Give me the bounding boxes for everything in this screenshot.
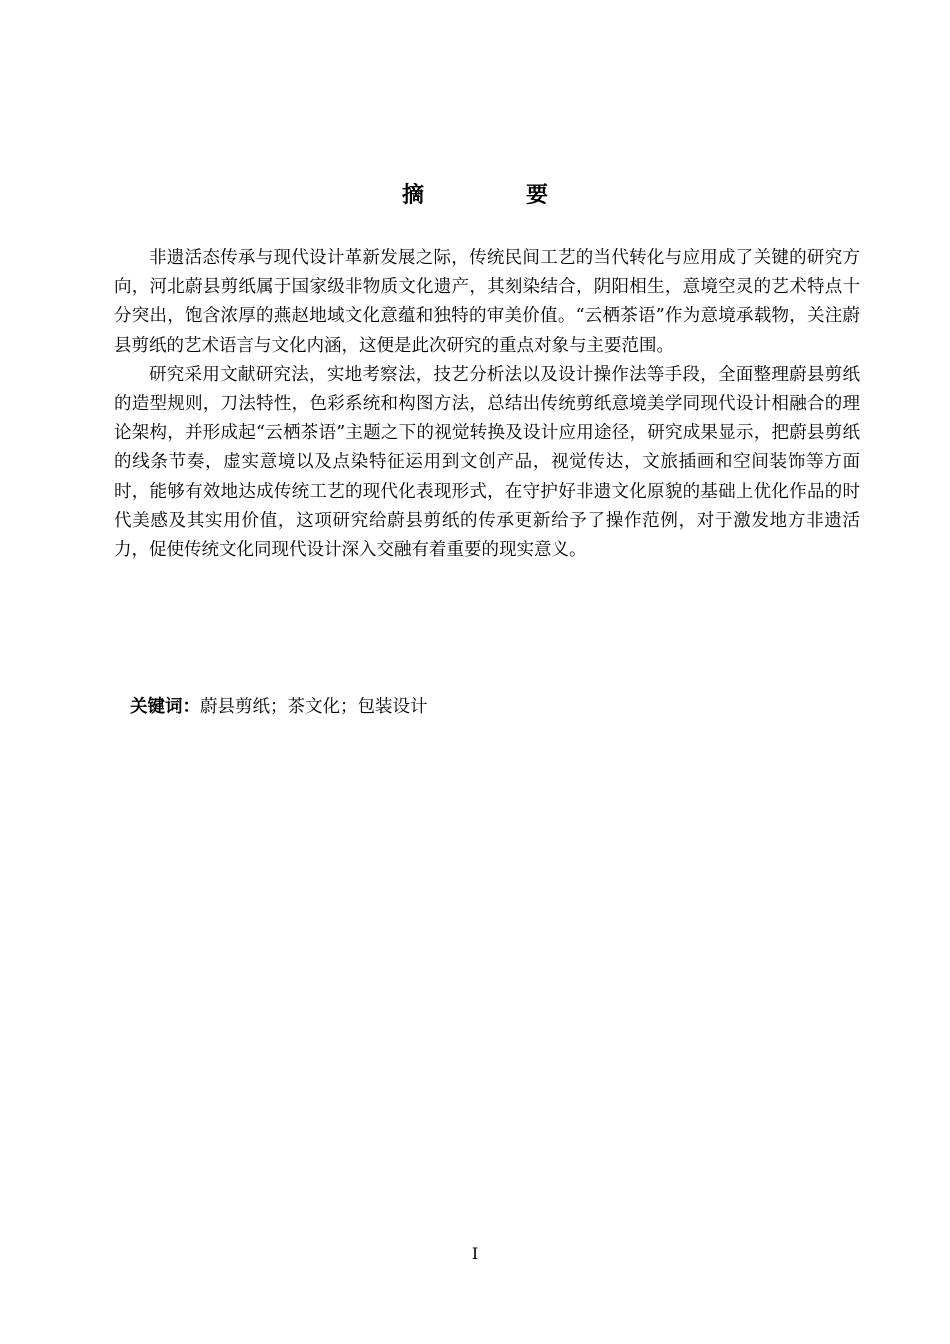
abstract-paragraph-1: 非遗活态传承与现代设计革新发展之际，传统民间工艺的当代转化与应用成了关键的研究方向，河北蔚县剪纸属于国家级非物质文化遗产，其刻染结合，阴阳相生，意境空灵的艺术特点十分突出，饱含浓厚的燕赵地域文化意蕴和独特的审美价值。“云栖茶语”作为意境承载物，关注蔚县剪纸的艺术语言与文化内涵，这便是此次研究的重点对象与主要范围。 xyxy=(114,248,860,356)
page-title: 摘 要 xyxy=(401,183,588,208)
keywords-label: 关键词： xyxy=(130,697,200,717)
keywords-value: 蔚县剪纸；茶文化；包装设计 xyxy=(200,697,428,717)
abstract-paragraph-2: 研究采用文献研究法，实地考察法，技艺分析法以及设计操作法等手段，全面整理蔚县剪纸的造型规则，刀法特性，色彩系统和构图方法，总结出传统剪纸意境美学同现代设计相融合的理论架构，并形成起“云栖茶语”主题之下的视觉转换及设计应用途径，研究成果显示，把蔚县剪纸的线条节奏，虚实意境以及点染特征运用到文创产品，视觉传达，文旅插画和空间装饰等方面时，能够有效地达成传统工艺的现代化表现形式，在守护好非遗文化原貌的基础上优化作品的时代美感及其实用价值，这项研究给蔚县剪纸的传承更新给予了操作范例，对于激发地方非遗活力，促使传统文化同现代设计深入交融有着重要的现实意义。 xyxy=(114,364,860,561)
abstract-body xyxy=(114,244,860,565)
keywords-line xyxy=(130,693,850,722)
page-number: I xyxy=(471,1244,479,1263)
